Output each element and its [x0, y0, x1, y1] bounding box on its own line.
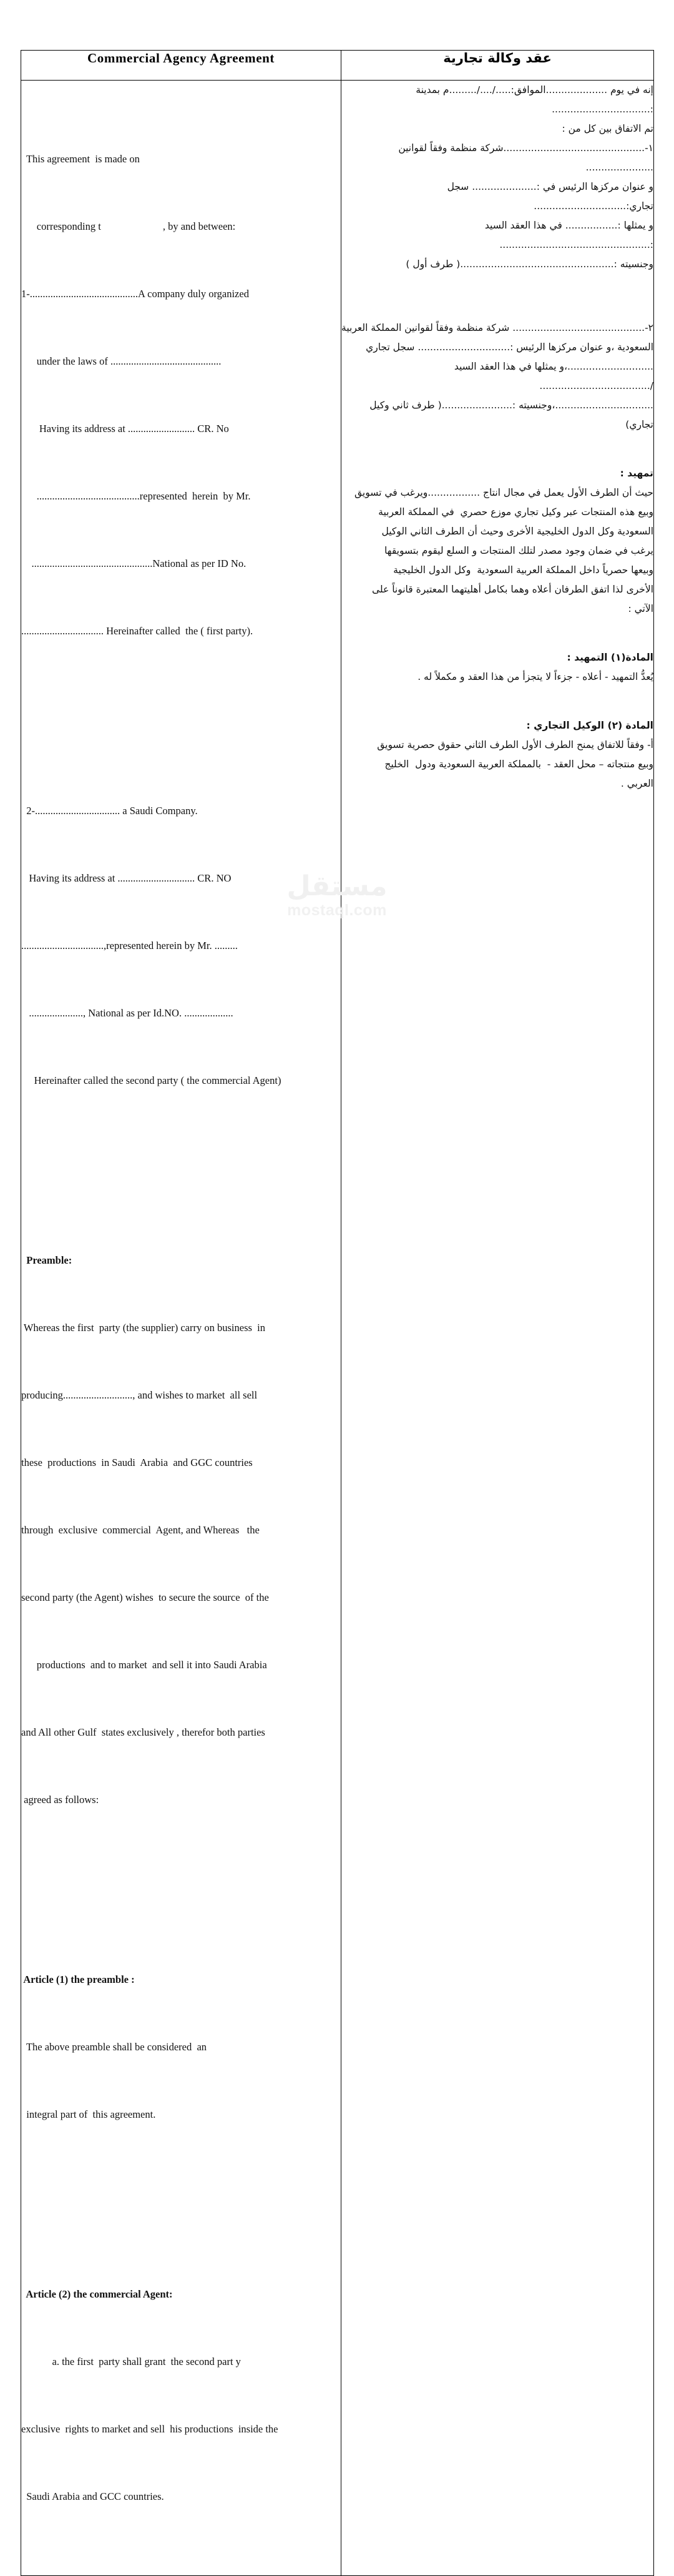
- spacer: [21, 710, 341, 732]
- table-header-row: [21, 51, 654, 81]
- ar-preamble-line-1: حيث أن الطرف الأول يعمل في مجال انتاج .................ويرغب في تسويق: [354, 487, 653, 498]
- en-second-party-line-4: ....................., National as per Id.NO. ...................: [21, 1007, 233, 1019]
- en-article2-line-1: a. the first party shall grant the second part y: [21, 2356, 241, 2367]
- en-intro-line-8: ................................ Hereinafter called the ( first party).: [21, 625, 253, 637]
- contract-table: [21, 50, 654, 2576]
- ar-second-party-line-2: السعودية ،و عنوان مركزها الرئيس :.............................. سجل تجاري: [366, 342, 653, 353]
- en-second-party-line-2: Having its address at .............................. CR. NO: [21, 872, 232, 884]
- ar-intro-line-4: و عنوان مركزها الرئيس في :..................... سجل تجاري:..............................: [444, 181, 653, 212]
- ar-article1-heading: المادة(١) التمهيد :: [567, 652, 653, 663]
- en-preamble-line-3: these productions in Saudi Arabia and GGC countries: [21, 1457, 253, 1468]
- en-intro-line-5: Having its address at .......................... CR. No: [21, 423, 229, 435]
- watermark-arabic-logo: مستقل: [286, 870, 388, 902]
- en-intro-line-3: 1-..........................................A company duly organized: [21, 288, 249, 300]
- ar-preamble-line-3: السعودية وكل الدول الخليجية الأخرى وحيث أن الطرف الثاني الوكيل: [381, 526, 653, 537]
- spacer: [341, 687, 653, 706]
- en-article1-line-1: The above preamble shall be considered an: [21, 2041, 207, 2053]
- ar-intro-line-1: إنه في يوم ....................الموافق:...../..../.........م بمدينة :................................: [413, 84, 653, 115]
- en-preamble-line-4: through exclusive commercial Agent, and Whereas the: [21, 1524, 260, 1536]
- ar-preamble-line-7: الآتي :: [628, 603, 653, 614]
- ar-article2-line-3: العربي .: [620, 778, 653, 789]
- english-content: [21, 81, 341, 2575]
- spacer: [21, 1159, 341, 1182]
- en-preamble-line-6: productions and to market and sell it into Saudi Arabia: [21, 1659, 267, 1671]
- spacer: [341, 619, 653, 638]
- en-article1-heading: Article (1) the preamble :: [21, 1974, 135, 1985]
- en-second-party-line-1: 2-................................. a Saudi Company.: [21, 805, 198, 817]
- ar-article2-heading: المادة (٢) الوكيل التجاري :: [526, 720, 653, 731]
- body-cell-english: [21, 81, 341, 2576]
- table-body-row: [21, 81, 654, 2576]
- en-preamble-line-2: producing..........................., and wishes to market all sell: [21, 1389, 258, 1401]
- spacer: [21, 2193, 341, 2216]
- en-article2-line-3: Saudi Arabia and GCC countries.: [21, 2490, 164, 2502]
- ar-article2-line-1: أ- وفقاً للاتفاق يمنح الطرف الأول الطرف الثاني حقوق حصرية تسويق: [377, 739, 653, 750]
- en-preamble-heading: Preamble:: [21, 1254, 72, 1266]
- ar-intro-line-3: ١-..............................................شركة منظمة وفقاً لقوانين ......................: [395, 142, 653, 173]
- ar-second-party-line-3: ............................،و يمثلها في هذا العقد السيد /....................................: [451, 361, 653, 391]
- en-article2-line-2: exclusive rights to market and sell his productions inside the: [21, 2423, 278, 2435]
- title-arabic: عقد وكالة تجارية: [443, 51, 552, 66]
- en-second-party-line-5: Hereinafter called the second party ( the commercial Agent): [21, 1074, 281, 1086]
- en-preamble-line-5: second party (the Agent) wishes to secure the source of the: [21, 1591, 269, 1603]
- spacer: [341, 706, 653, 716]
- ar-article1-line-1: يُعدُّ التمهيد - أعلاه - جزءاً لا يتجزأ من هذا العقد و مكملاً له .: [418, 671, 653, 682]
- header-cell-english: [21, 51, 341, 81]
- en-intro-line-6: ........................................represented herein by Mr.: [21, 490, 251, 502]
- spacer: [341, 435, 653, 454]
- en-article1-line-2: integral part of this agreement.: [21, 2108, 156, 2120]
- en-preamble-line-8: agreed as follows:: [21, 1794, 99, 1806]
- ar-second-party-line-4: ................................،وجنسيته :.......................( طرف ثاني وكيل تجاري): [366, 400, 653, 430]
- spacer: [21, 1879, 341, 1901]
- body-cell-arabic: [341, 81, 654, 2576]
- header-cell-arabic: [341, 51, 654, 81]
- ar-intro-line-2: تم الاتفاق بين كل من :: [562, 123, 653, 134]
- ar-intro-line-5: و يمثلها :................. في هذا العقد السيد :.................................................: [481, 220, 653, 250]
- ar-intro-line-6: وجنسيته :..................................................( طرف أول ): [406, 258, 653, 270]
- en-preamble-line-1: Whereas the first party (the supplier) carry on business in: [21, 1322, 265, 1334]
- ar-preamble-line-2: وبيع هذه المنتجات عبر وكيل تجاري موزع حصري في المملكة العربية: [378, 506, 653, 518]
- ar-article2-line-2: وبيع منتجاته – محل العقد - بالمملكة العربية السعودية ودول الخليج: [384, 759, 653, 770]
- spacer: [341, 454, 653, 464]
- spacer: [341, 638, 653, 648]
- arabic-content: [341, 81, 653, 794]
- en-intro-line-1: This agreement is made on: [21, 153, 140, 165]
- en-preamble-line-7: and All other Gulf states exclusively , therefor both parties: [21, 1726, 265, 1738]
- en-intro-line-4: under the laws of ...........................................: [21, 355, 222, 367]
- spacer: [341, 313, 653, 318]
- en-intro-line-7: ...............................................National as per ID No.: [21, 558, 247, 569]
- ar-second-party-line-1: ٢-........................................... شركة منظمة وفقاً لقوانين المملكة العربية: [341, 322, 653, 333]
- ar-preamble-line-5: وبيعها حصرياً داخل المملكة العربية السعودية وكل الدول الخليجية: [393, 564, 653, 576]
- ar-preamble-line-4: يرغب في ضمان وجود مصدر لتلك المنتجات و السلع ليقوم بتسويقها: [384, 545, 653, 556]
- ar-preamble-heading: تمهيد :: [620, 468, 653, 479]
- spacer: [341, 274, 653, 313]
- en-article2-heading: Article (2) the commercial Agent:: [21, 2288, 173, 2300]
- title-english: Commercial Agency Agreement: [87, 51, 275, 66]
- ar-preamble-line-6: الأخرى لذا اتفق الطرفان أعلاه وهما بكامل أهليتهما المعتبرة قانوناً على: [371, 584, 653, 595]
- watermark-domain: mostaql.com: [287, 902, 387, 919]
- en-second-party-line-3: ................................,represented herein by Mr. .........: [21, 940, 238, 951]
- en-intro-line-2: corresponding t , by and between:: [21, 220, 236, 232]
